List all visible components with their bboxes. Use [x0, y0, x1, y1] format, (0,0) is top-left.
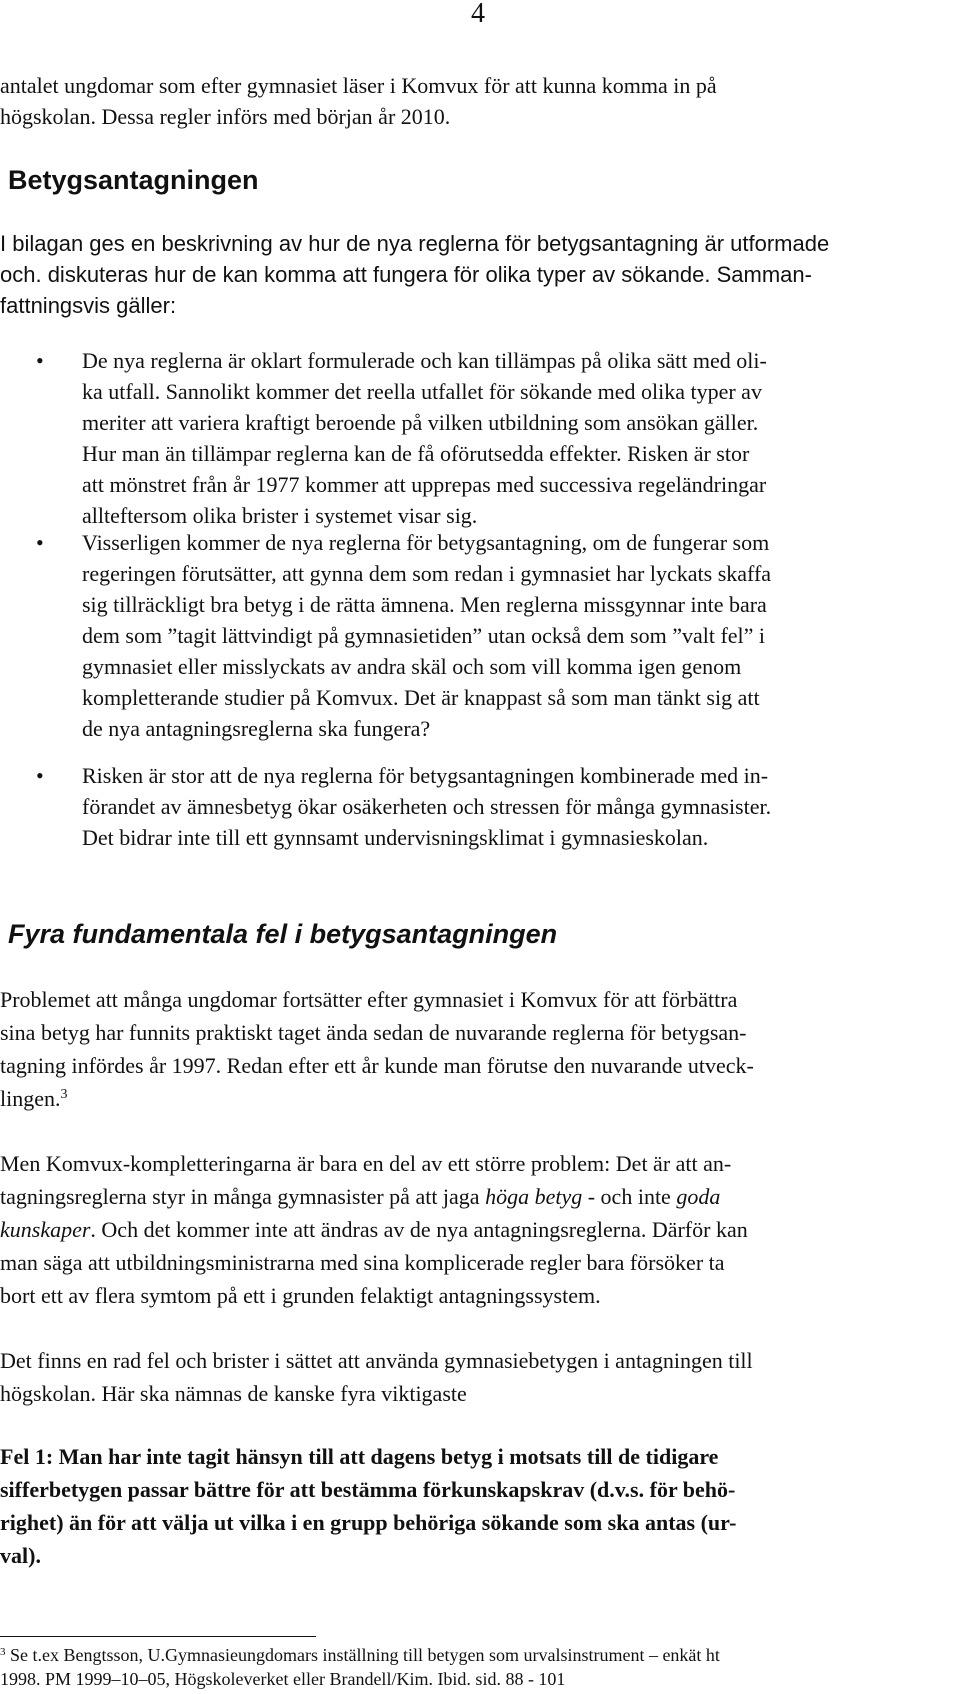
section2-paragraph-line — [0, 1214, 748, 1246]
fel1-line: val). — [0, 1543, 41, 1568]
fel1-line: sifferbetygen passar bättre för att bestämma förkunskapskrav (d.v.s. för behö- — [0, 1477, 736, 1502]
section2-paragraph-line: sina betyg har funnits praktiskt taget ända sedan de nuvarande reglerna för betygsan- — [0, 1020, 747, 1045]
section2-paragraph-line: bort ett av flera symtom på ett i grunden felaktigt antagningssystem. — [0, 1283, 601, 1308]
bullet-line: gymnasiet eller misslyckats av andra skäl och som vill komma igen genom — [82, 654, 742, 679]
bullet-line: att mönstret från år 1977 kommer att upprepas med successiva regeländringar — [82, 472, 767, 497]
bullet-line: kompletterande studier på Komvux. Det är knappast så som man tänkt sig att — [82, 685, 760, 710]
footnote-text: Se t.ex Bengtsson, U.Gymnasieungdomars inställning till betygen som urvalsinstrument – enkät ht — [5, 1645, 720, 1665]
bullet-marker: • — [36, 530, 44, 555]
bullet-marker: • — [36, 763, 44, 788]
section2-paragraph-line: Problemet att många ungdomar fortsätter efter gymnasiet i Komvux för att förbättra — [0, 987, 738, 1012]
bullet-line: De nya reglerna är oklart formulerade och kan tillämpas på olika sätt med oli- — [82, 348, 767, 373]
emphasis-text: kunskaper — [0, 1217, 91, 1242]
paragraph-text: tagningsreglerna styr in många gymnasister på att jaga — [0, 1184, 486, 1209]
bullet-line: meriter att variera kraftigt beroende på vilken utbildning som ansökan gäller. — [82, 410, 759, 435]
emphasis-text: goda — [676, 1184, 721, 1209]
section-heading-betygsantagningen: Betygsantagningen — [8, 165, 259, 195]
bullet-line: Hur man än tillämpar reglerna kan de få oförutsedda effekter. Risken är stor — [82, 441, 750, 466]
page-number: 4 — [471, 0, 485, 29]
section2-paragraph-line: Men Komvux-kompletteringarna är bara en del av ett större problem: Det är att an- — [0, 1151, 732, 1176]
section-heading-fyra-fundamentala-fel: Fyra fundamentala fel i betygsantagningen — [8, 919, 558, 949]
fel1-line: righet) än för att välja ut vilka i en grupp behöriga sökande som ska antas (ur- — [0, 1510, 737, 1535]
section2-paragraph-line: man säga att utbildningsministrarna med sina komplicerade regler bara försöker ta — [0, 1250, 725, 1275]
bullet-line: ka utfall. Sannolikt kommer det reella utfallet för sökande med olika typer av — [82, 379, 762, 404]
bullet-line: förandet av ämnesbetyg ökar osäkerheten och stressen för många gymnasister. — [82, 794, 772, 819]
section2-paragraph-line: högskolan. Här ska nämnas de kanske fyra viktigaste — [0, 1381, 467, 1406]
bullet-line: Det bidrar inte till ett gynnsamt undervisningsklimat i gymnasieskolan. — [82, 825, 709, 850]
bullet-line: sig tillräckligt bra betyg i de rätta ämnena. Men reglerna missgynnar inte bara — [82, 592, 767, 617]
paragraph-text: lingen. — [0, 1086, 61, 1111]
section2-paragraph-line — [0, 1181, 720, 1213]
bullet-line: de nya antagningsreglerna ska fungera? — [82, 716, 431, 741]
section1-paragraph-line: I bilagan ges en beskrivning av hur de nya reglerna för betygsantagning är utformade — [0, 231, 830, 256]
footnote-number: 3 — [0, 1646, 6, 1658]
emphasis-text: höga betyg — [485, 1184, 583, 1209]
bullet-line: Risken är stor att de nya reglerna för betygsantagningen kombinerade med in- — [82, 763, 769, 788]
section1-paragraph-line: och. diskuteras hur de kan komma att fungera för olika typer av sökande. Samman- — [0, 262, 812, 287]
bullet-line: allteftersom olika brister i systemet visar sig. — [82, 503, 478, 528]
paragraph-text: - och inte — [582, 1184, 677, 1209]
bullet-line: Visserligen kommer de nya reglerna för betygsantagning, om de fungerar som — [82, 530, 770, 555]
footnote-line — [0, 1642, 720, 1668]
section2-paragraph-line: Det finns en rad fel och brister i sättet att använda gymnasiebetygen i antagningen till — [0, 1348, 753, 1373]
section2-paragraph-line: tagning infördes år 1997. Redan efter ett år kunde man förutse den nuvarande utveck- — [0, 1053, 754, 1078]
bullet-line: regeringen förutsätter, att gynna dem som redan i gymnasiet har lyckats skaffa — [82, 561, 772, 586]
intro-line: antalet ungdomar som efter gymnasiet läser i Komvux för att kunna komma in på — [0, 73, 717, 98]
fel1-line: Fel 1: Man har inte tagit hänsyn till att dagens betyg i motsats till de tidigare — [0, 1444, 719, 1469]
footnote-line: 1998. PM 1999–10–05, Högskoleverket eller Brandell/Kim. Ibid. sid. 88 - 101 — [0, 1669, 566, 1689]
bullet-marker: • — [36, 348, 44, 373]
section1-paragraph-line: fattningsvis gäller: — [0, 293, 177, 318]
paragraph-text: . Och det kommer inte att ändras av de nya antagningsreglerna. Därför kan — [90, 1217, 748, 1242]
intro-line: högskolan. Dessa regler införs med början år 2010. — [0, 104, 451, 129]
footnote-reference: 3 — [60, 1087, 68, 1102]
section2-paragraph-line — [0, 1083, 68, 1115]
bullet-line: dem som ”tagit lättvindigt på gymnasietiden” utan också dem som ”valt fel” i — [82, 623, 766, 648]
footnote-rule — [0, 1636, 316, 1637]
